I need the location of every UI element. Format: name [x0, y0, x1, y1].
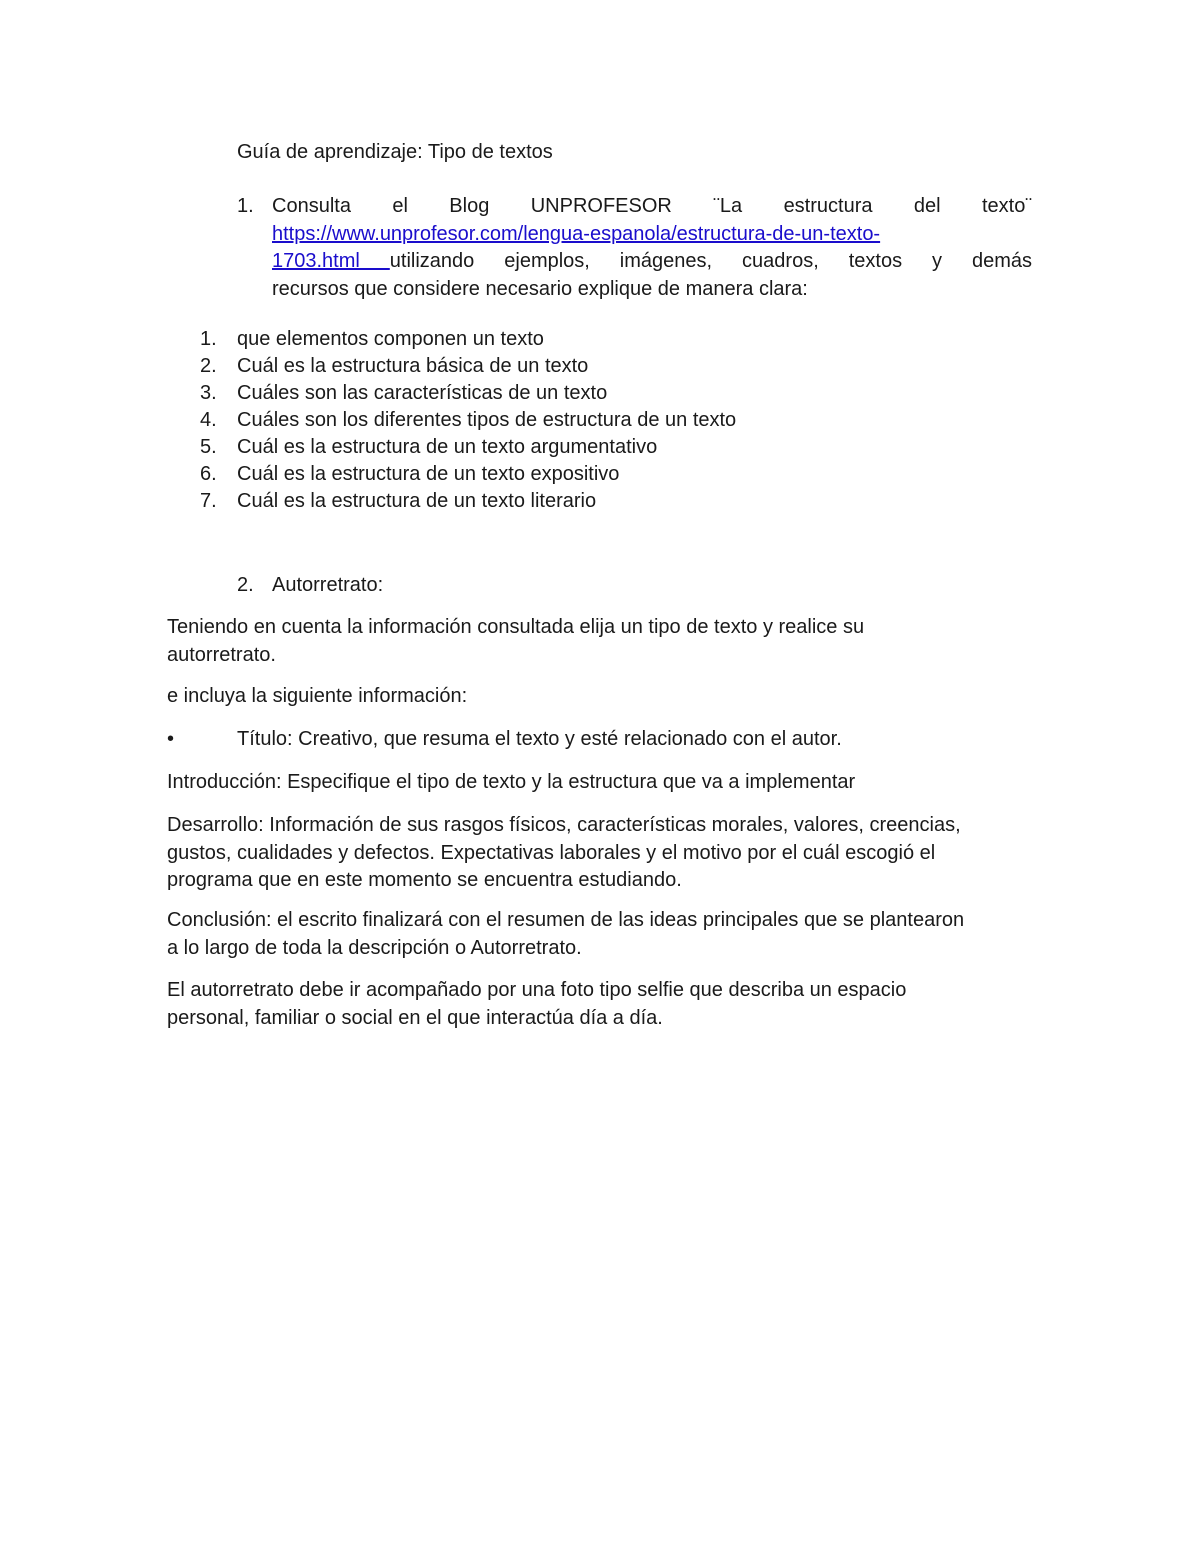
- paragraph-selfie: [167, 977, 1047, 1032]
- item-2-number: 2.: [237, 574, 254, 596]
- list-item-number: 7.: [200, 490, 217, 512]
- item-1-link-line: [272, 221, 1032, 249]
- paragraph-introduction: Introducción: Especifique el tipo de texto y la estructura que va a implementar: [167, 771, 856, 793]
- paragraph-1-line-2: autorretrato.: [167, 643, 276, 666]
- paragraph-conclusion: [167, 907, 1047, 962]
- list-item-number: 5.: [200, 436, 217, 458]
- paragraph-5-line-1: Conclusión: el escrito finalizará con el resumen de las ideas principales que se plantearon: [167, 909, 965, 931]
- paragraph-instructions: [167, 614, 1047, 669]
- paragraph-4-line-2: gustos, cualidades y defectos. Expectativas laborales y el motivo por el cuál escogió el: [167, 841, 936, 864]
- item-1-line-3-text: utilizando ejemplos, imágenes, cuadros, textos y demás: [389, 250, 1033, 272]
- item-1-line-4: recursos que considere necesario explique de manera clara:: [272, 277, 808, 300]
- list-item-number: 6.: [200, 463, 217, 485]
- instruction-item-2: [237, 572, 383, 599]
- list-item-text: Cuáles son las características de un texto: [237, 382, 608, 404]
- document-title: Guía de aprendizaje: Tipo de textos: [237, 141, 553, 163]
- blog-link[interactable]: https://www.unprofesor.com/lengua-espanola/estructura-de-un-texto-: [272, 222, 881, 245]
- paragraph-4-line-3: programa que en este momento se encuentra estudiando.: [167, 869, 682, 891]
- paragraph-development: [167, 812, 1047, 895]
- item-1-number: 1.: [237, 195, 254, 217]
- item-1-line-3: [272, 248, 1032, 276]
- paragraph-4-line-1: Desarrollo: Información de sus rasgos físicos, características morales, valores, creencias,: [167, 814, 961, 836]
- bullet-text: Título: Creativo, que resuma el texto y esté relacionado con el autor.: [237, 728, 842, 750]
- bullet-icon: •: [167, 728, 175, 750]
- item-1-body: [272, 193, 1032, 303]
- list-item-number: 4.: [200, 409, 217, 431]
- list-item-text: Cuál es la estructura de un texto expositivo: [237, 463, 620, 485]
- paragraph-6-line-2: personal, familiar o social en el que interactúa día a día.: [167, 1006, 663, 1029]
- paragraph-5-line-2: a lo largo de toda la descripción o Autorretrato.: [167, 936, 582, 959]
- list-item-text: Cuáles son los diferentes tipos de estructura de un texto: [237, 409, 737, 431]
- list-item-number: 1.: [200, 328, 217, 350]
- blog-link-continuation[interactable]: 1703.html: [272, 250, 390, 272]
- list-item-text: Cuál es la estructura de un texto literario: [237, 490, 597, 512]
- list-item-text: Cuál es la estructura de un texto argumentativo: [237, 436, 658, 458]
- paragraph-6-line-1: El autorretrato debe ir acompañado por una foto tipo selfie que describa un espacio: [167, 979, 907, 1001]
- paragraph-1-line-1: Teniendo en cuenta la información consultada elija un tipo de texto y realice su: [167, 616, 865, 638]
- list-item-number: 3.: [200, 382, 217, 404]
- item-2-text: Autorretrato:: [272, 574, 384, 596]
- item-1-line-1: Consulta el Blog UNPROFESOR ¨La estructura del texto¨: [272, 195, 1032, 217]
- paragraph-include: e incluya la siguiente información:: [167, 685, 468, 707]
- list-item-number: 2.: [200, 355, 217, 377]
- list-item-text: Cuál es la estructura básica de un texto: [237, 355, 589, 377]
- list-item-text: que elementos componen un texto: [237, 328, 544, 350]
